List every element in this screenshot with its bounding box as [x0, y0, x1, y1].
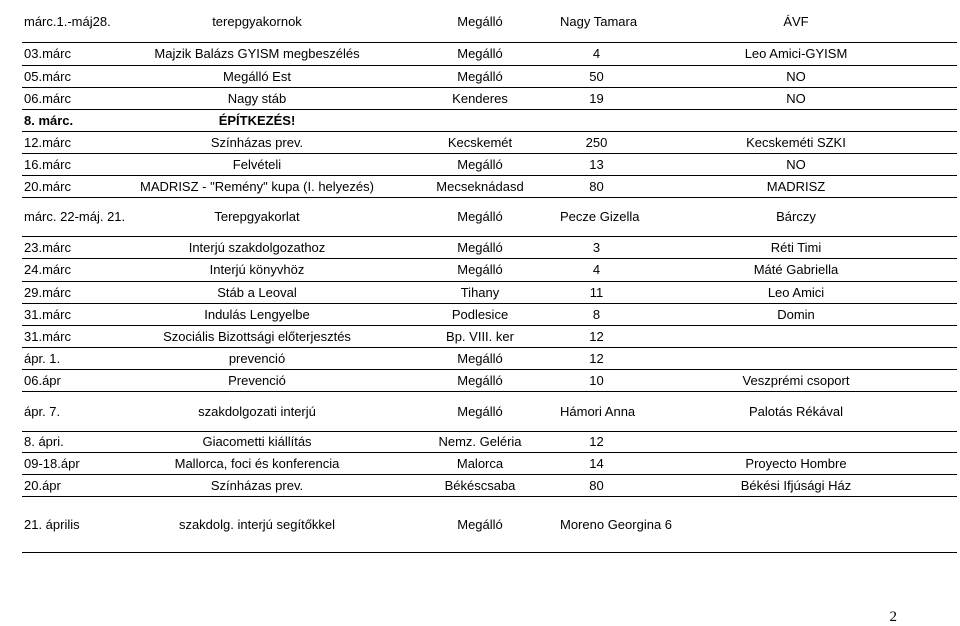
location-cell: [402, 109, 558, 131]
table-row: [22, 303, 957, 325]
location-cell: Megálló: [402, 65, 558, 87]
count-cell: 14: [558, 452, 635, 474]
organizer-cell: Proyecto Hombre: [635, 452, 957, 474]
location-cell: Megálló: [402, 391, 558, 431]
count-cell: [558, 109, 635, 131]
location-cell: Podlesice: [402, 303, 558, 325]
count-cell: 250: [558, 131, 635, 153]
count-cell: Nagy Tamara: [558, 2, 635, 42]
count-cell: 12: [558, 431, 635, 452]
table-row: [22, 452, 957, 474]
table-row: [22, 474, 957, 496]
activity-cell: Mallorca, foci és konferencia: [112, 452, 402, 474]
date-cell: márc. 22-máj. 21.: [22, 197, 112, 236]
organizer-cell: MADRISZ: [635, 175, 957, 197]
location-cell: Megálló: [402, 369, 558, 391]
location-cell: Megálló: [402, 347, 558, 369]
organizer-cell: Leo Amici: [635, 281, 957, 303]
activity-cell: Szociális Bizottsági előterjesztés: [112, 325, 402, 347]
location-cell: Megálló: [402, 496, 558, 552]
count-cell: 13: [558, 153, 635, 175]
date-cell: 31.márc: [22, 325, 112, 347]
organizer-cell: Leo Amici-GYISM: [635, 42, 957, 65]
organizer-cell: [635, 431, 957, 452]
location-cell: Tihany: [402, 281, 558, 303]
location-cell: Nemz. Geléria: [402, 431, 558, 452]
organizer-cell: Palotás Rékával: [635, 391, 957, 431]
table-row: [22, 175, 957, 197]
date-cell: 20.márc: [22, 175, 112, 197]
table-row: [22, 258, 957, 281]
activity-cell: Indulás Lengyelbe: [112, 303, 402, 325]
table-row: [22, 197, 957, 236]
count-cell: 11: [558, 281, 635, 303]
location-cell: Megálló: [402, 197, 558, 236]
organizer-cell: Veszprémi csoport: [635, 369, 957, 391]
count-cell: 3: [558, 236, 635, 258]
date-cell: 29.márc: [22, 281, 112, 303]
table-row: [22, 369, 957, 391]
date-cell: 05.márc: [22, 65, 112, 87]
count-cell: 10: [558, 369, 635, 391]
table-row: [22, 236, 957, 258]
location-cell: Megálló: [402, 153, 558, 175]
activity-cell: Interjú könyvhöz: [112, 258, 402, 281]
table-row: [22, 131, 957, 153]
organizer-cell: [635, 109, 957, 131]
count-cell: Moreno Georgina 6: [558, 496, 635, 552]
count-cell: 4: [558, 42, 635, 65]
count-cell: Pecze Gizella: [558, 197, 635, 236]
activity-cell: Giacometti kiállítás: [112, 431, 402, 452]
activity-cell: Terepgyakorlat: [112, 197, 402, 236]
organizer-cell: NO: [635, 65, 957, 87]
schedule-body: [22, 2, 957, 552]
activity-cell: Majzik Balázs GYISM megbeszélés: [112, 42, 402, 65]
count-cell: 80: [558, 175, 635, 197]
table-row: [22, 2, 957, 42]
table-row: [22, 431, 957, 452]
table-row: [22, 153, 957, 175]
location-cell: Megálló: [402, 42, 558, 65]
location-cell: Mecseknádasd: [402, 175, 558, 197]
date-cell: 09-18.ápr: [22, 452, 112, 474]
activity-cell: Nagy stáb: [112, 87, 402, 109]
organizer-cell: NO: [635, 87, 957, 109]
table-row: [22, 87, 957, 109]
activity-cell: Stáb a Leoval: [112, 281, 402, 303]
activity-cell: Színházas prev.: [112, 474, 402, 496]
location-cell: Malorca: [402, 452, 558, 474]
organizer-cell: Máté Gabriella: [635, 258, 957, 281]
count-cell: Hámori Anna: [558, 391, 635, 431]
table-row: [22, 65, 957, 87]
location-cell: Kecskemét: [402, 131, 558, 153]
date-cell: márc.1.-máj28.: [22, 2, 112, 42]
count-cell: 4: [558, 258, 635, 281]
activity-cell: ÉPÍTKEZÉS!: [112, 109, 402, 131]
date-cell: 21. április: [22, 496, 112, 552]
activity-cell: Színházas prev.: [112, 131, 402, 153]
activity-cell: Interjú szakdolgozathoz: [112, 236, 402, 258]
date-cell: 16.márc: [22, 153, 112, 175]
location-cell: Megálló: [402, 2, 558, 42]
activity-cell: szakdolgozati interjú: [112, 391, 402, 431]
date-cell: ápr. 1.: [22, 347, 112, 369]
date-cell: 12.márc: [22, 131, 112, 153]
date-cell: 06.ápr: [22, 369, 112, 391]
location-cell: Megálló: [402, 236, 558, 258]
table-row: [22, 325, 957, 347]
count-cell: 80: [558, 474, 635, 496]
organizer-cell: [635, 496, 957, 552]
organizer-cell: NO: [635, 153, 957, 175]
date-cell: 8. ápri.: [22, 431, 112, 452]
table-row: [22, 347, 957, 369]
schedule-table: [22, 2, 957, 553]
date-cell: 8. márc.: [22, 109, 112, 131]
table-row: [22, 109, 957, 131]
count-cell: 19: [558, 87, 635, 109]
count-cell: 50: [558, 65, 635, 87]
count-cell: 12: [558, 325, 635, 347]
activity-cell: Prevenció: [112, 369, 402, 391]
organizer-cell: [635, 347, 957, 369]
organizer-cell: Bárczy: [635, 197, 957, 236]
organizer-cell: [635, 325, 957, 347]
location-cell: Kenderes: [402, 87, 558, 109]
date-cell: 06.márc: [22, 87, 112, 109]
date-cell: ápr. 7.: [22, 391, 112, 431]
date-cell: 24.márc: [22, 258, 112, 281]
table-row: [22, 391, 957, 431]
organizer-cell: Békési Ifjúsági Ház: [635, 474, 957, 496]
activity-cell: Felvételi: [112, 153, 402, 175]
date-cell: 03.márc: [22, 42, 112, 65]
date-cell: 23.márc: [22, 236, 112, 258]
date-cell: 20.ápr: [22, 474, 112, 496]
table-row: [22, 42, 957, 65]
organizer-cell: Réti Timi: [635, 236, 957, 258]
activity-cell: terepgyakornok: [112, 2, 402, 42]
activity-cell: szakdolg. interjú segítőkkel: [112, 496, 402, 552]
page-number: 2: [889, 609, 897, 625]
table-row: [22, 496, 957, 552]
organizer-cell: Kecskeméti SZKI: [635, 131, 957, 153]
organizer-cell: ÁVF: [635, 2, 957, 42]
date-cell: 31.márc: [22, 303, 112, 325]
location-cell: Megálló: [402, 258, 558, 281]
count-cell: 12: [558, 347, 635, 369]
location-cell: Bp. VIII. ker: [402, 325, 558, 347]
activity-cell: MADRISZ - "Remény" kupa (I. helyezés): [112, 175, 402, 197]
count-cell: 8: [558, 303, 635, 325]
activity-cell: prevenció: [112, 347, 402, 369]
organizer-cell: Domin: [635, 303, 957, 325]
table-row: [22, 281, 957, 303]
activity-cell: Megálló Est: [112, 65, 402, 87]
location-cell: Békéscsaba: [402, 474, 558, 496]
